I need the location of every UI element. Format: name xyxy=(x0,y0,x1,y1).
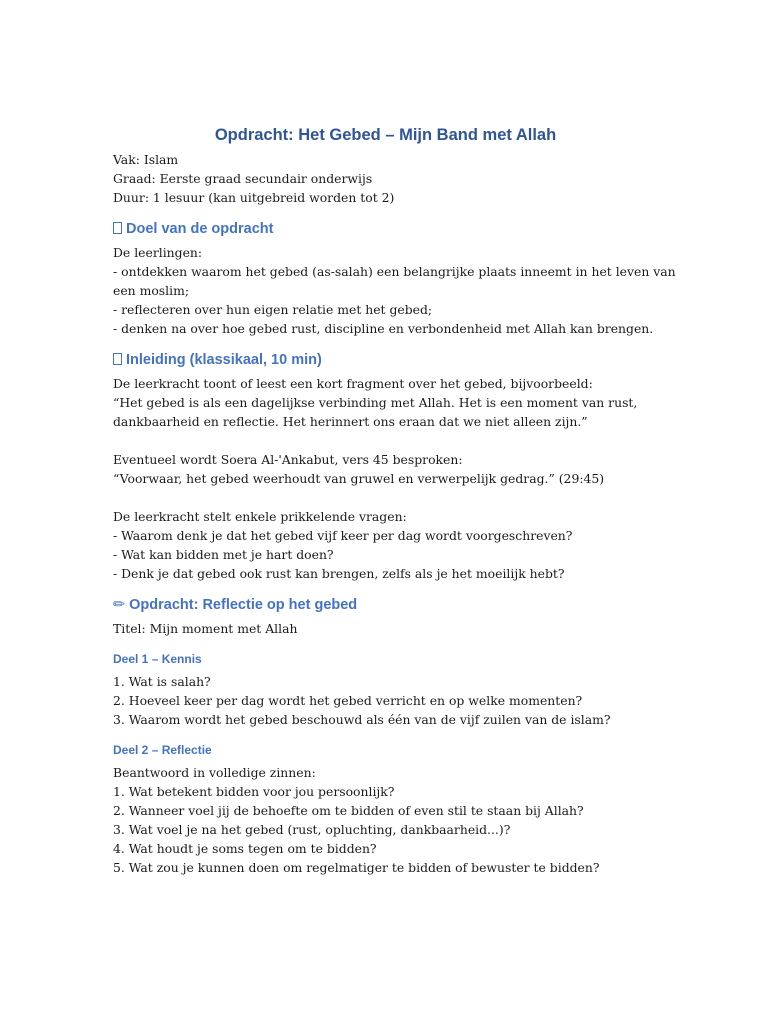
section-heading-doel xyxy=(113,219,658,239)
doel-item-1a: - ontdekken waarom het gebed (as-salah) een belangrijke plaats inneemt in het leven van xyxy=(113,264,676,279)
doel-item-1b: een moslim; xyxy=(113,283,190,298)
deel2-item-3: 3. Wat voel je na het gebed (rust, opluchting, dankbaarheid...)? xyxy=(113,822,511,837)
meta-duur: Duur: 1 lesuur (kan uitgebreid worden tot 2) xyxy=(113,190,395,205)
inleiding-quote-b: dankbaarheid en reflectie. Het herinnert ons eraan dat we niet alleen zijn.” xyxy=(113,414,588,429)
deel2-item-2: 2. Wanneer voel jij de behoefte om te bidden of even stil te staan bij Allah? xyxy=(113,803,584,818)
spacer xyxy=(113,488,658,507)
section-heading-opdracht-label: Opdracht: Reflectie op het gebed xyxy=(129,597,358,613)
section-heading-inleiding-label: Inleiding (klassikaal, 10 min) xyxy=(126,352,322,368)
speech-icon xyxy=(113,353,122,365)
doel-intro: De leerlingen: xyxy=(113,245,203,260)
subheading-deel1: Deel 1 – Kennis xyxy=(113,652,202,666)
meta-vak: Vak: Islam xyxy=(113,152,179,167)
deel1-item-3: 3. Waarom wordt het gebed beschouwd als één van de vijf zuilen van de islam? xyxy=(113,712,611,727)
inleiding-question-2: - Wat kan bidden met je hart doen? xyxy=(113,547,334,562)
spacer xyxy=(113,431,658,450)
inleiding-quote-a: “Het gebed is als een dagelijkse verbinding met Allah. Het is een moment van rust, xyxy=(113,395,638,410)
doel-item-2: - reflecteren over hun eigen relatie met het gebed; xyxy=(113,302,433,317)
inleiding-p2: Eventueel wordt Soera Al-'Ankabut, vers 45 besproken: xyxy=(113,452,463,467)
opdracht-titel: Titel: Mijn moment met Allah xyxy=(113,621,298,636)
deel2-item-4: 4. Wat houdt je soms tegen om te bidden? xyxy=(113,841,377,856)
document-page xyxy=(113,123,676,877)
deel1-item-1: 1. Wat is salah? xyxy=(113,674,211,689)
subheading-deel2: Deel 2 – Reflectie xyxy=(113,743,212,757)
inleiding-question-1: - Waarom denk je dat het gebed vijf keer per dag wordt voorgeschreven? xyxy=(113,528,573,543)
section-heading-opdracht xyxy=(113,595,658,615)
deel1-item-2: 2. Hoeveel keer per dag wordt het gebed verricht en op welke momenten? xyxy=(113,693,583,708)
document-title: Opdracht: Het Gebed – Mijn Band met Allah xyxy=(214,126,557,144)
doel-item-3: - denken na over hoe gebed rust, discipline en verbondenheid met Allah kan brengen. xyxy=(113,321,654,336)
target-icon xyxy=(113,222,122,234)
inleiding-p3: De leerkracht stelt enkele prikkelende vragen: xyxy=(113,509,407,524)
section-heading-inleiding xyxy=(113,350,658,370)
inleiding-p1: De leerkracht toont of leest een kort fragment over het gebed, bijvoorbeeld: xyxy=(113,376,593,391)
deel2-intro: Beantwoord in volledige zinnen: xyxy=(113,765,316,780)
meta-graad: Graad: Eerste graad secundair onderwijs xyxy=(113,171,373,186)
inleiding-question-3: - Denk je dat gebed ook rust kan brengen, zelfs als je het moeilijk hebt? xyxy=(113,566,565,581)
deel2-item-5: 5. Wat zou je kunnen doen om regelmatiger te bidden of bewuster te bidden? xyxy=(113,860,600,875)
inleiding-verse: “Voorwaar, het gebed weerhoudt van gruwel en verwerpelijk gedrag.” (29:45) xyxy=(113,471,605,486)
pencil-icon: ✏ xyxy=(113,597,126,613)
deel2-item-1: 1. Wat betekent bidden voor jou persoonlijk? xyxy=(113,784,395,799)
section-heading-doel-label: Doel van de opdracht xyxy=(126,221,274,237)
